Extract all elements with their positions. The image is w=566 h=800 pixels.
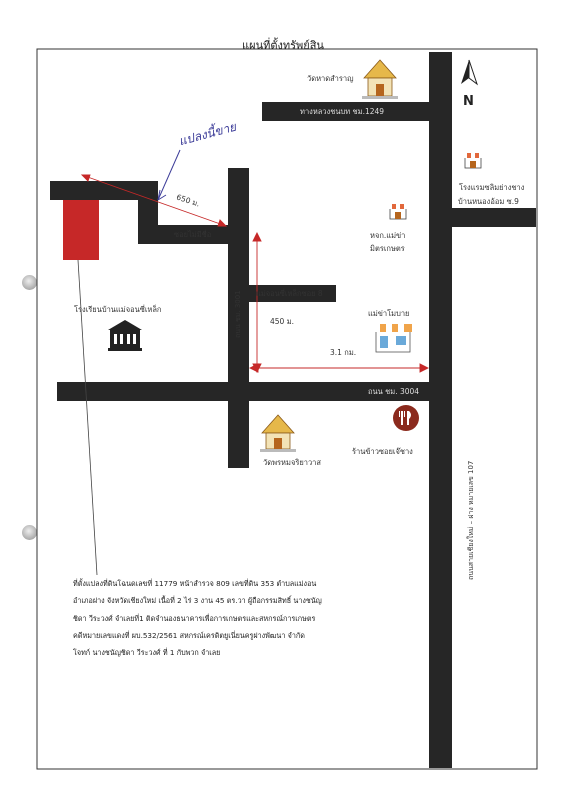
distance-label-650: 650 ม. [175,192,201,209]
distance-arrow-3-1-b [420,364,428,372]
place-label-school: โรงเรียนบ้านแม่จอนซี่เหล็ก [74,305,162,314]
place-label-wat-phrommachariyawat: วัดพรหมจริยาวาส [263,458,321,467]
place-label-wat-hat-samran: วัดหาดสำราญ [307,74,354,83]
info-line: ที่ตั้งแปลงที่ดินโฉนดเลขที่ 11779 หน้าสำรวจ 809 เลขที่ดิน 353 ตำบลแม่งอน [73,579,317,588]
north-arrow-icon [461,60,477,84]
distance-label-450: 450 ม. [270,317,295,326]
info-line: อำเภอฝาง จังหวัดเชียงใหม่ เนื้อที่ 2 ไร่ 3 งาน 45 ตร.วา ผู้ถือกรรมสิทธิ์ นางชนัญ [73,596,322,606]
shop-icon-mobile [374,324,412,352]
restaurant-icon [393,405,419,431]
road-label-3004: ถนน ชม. 3004 [368,387,420,396]
road-label-soi-mai-mee-chue: ซอยไม่มีชื่อ [174,230,212,239]
distance-label-3-1: 3.1 กม. [330,348,357,357]
place-label-bank-2: มิตรเกษตร [370,244,405,253]
road-label-highway-1249: ทางหลวงชนบท ชม.1249 [300,107,385,116]
temple-icon-top [362,60,398,99]
road-107 [429,52,452,768]
place-label-bank-1: หจก.แม่ข่า [370,231,406,240]
road-label-ban-nong-on: บ้านหนองอ้อม ซ.9 [458,197,519,206]
distance-arrow-450-a [253,233,261,241]
road-ban-nong-on [452,208,536,227]
road-label-3001: ถนน ชม. 3001 [234,290,242,338]
handwritten-note: แปลงนี้ขาย [177,119,238,149]
land-plot [63,200,99,260]
road-label-soi-8: แม่จอนซี่เหล็กซอย 8 [256,289,323,298]
place-label-restaurant: ร้านข้าวซอยเจ๊ชาง [352,447,413,456]
temple-icon-bottom [260,415,296,452]
place-label-mobile: แม่ข่าโมบาย [368,309,410,318]
place-label-rongraem: โรงแรมซลิมย่างชาง [459,183,525,192]
north-label: N [463,94,474,109]
info-line: โจทก์ นางชนัญชิดา วีระวงศ์ ที่ 1 กับพวก จำเลย [73,648,221,658]
store-icon-hotel [463,153,483,168]
distance-arrow-650-b [218,220,226,226]
distance-arrow-650-a [82,175,90,181]
handwritten-arrow [158,150,180,200]
road-label-107: ถนนสายเชียงใหม่ – ฝาง หมายเลข 107 [467,460,475,580]
info-line: คดีหมายเลขแดงที่ ผบ.532/2561 สหกรณ์เครดิตยูเนี่ยนครูฝางพัฒนา จำกัด [73,630,305,640]
school-icon [108,320,142,351]
property-info-block [73,575,373,661]
info-line: ชิดา วีระวงศ์ จำเลยที่1 ติดจำนองธนาคารเพื่อการเกษตรและสหกรณ์การเกษตร [73,613,316,623]
store-icon-bank [388,204,408,219]
page-title: แผนที่ตั้งทรัพย์สิน [242,39,324,52]
